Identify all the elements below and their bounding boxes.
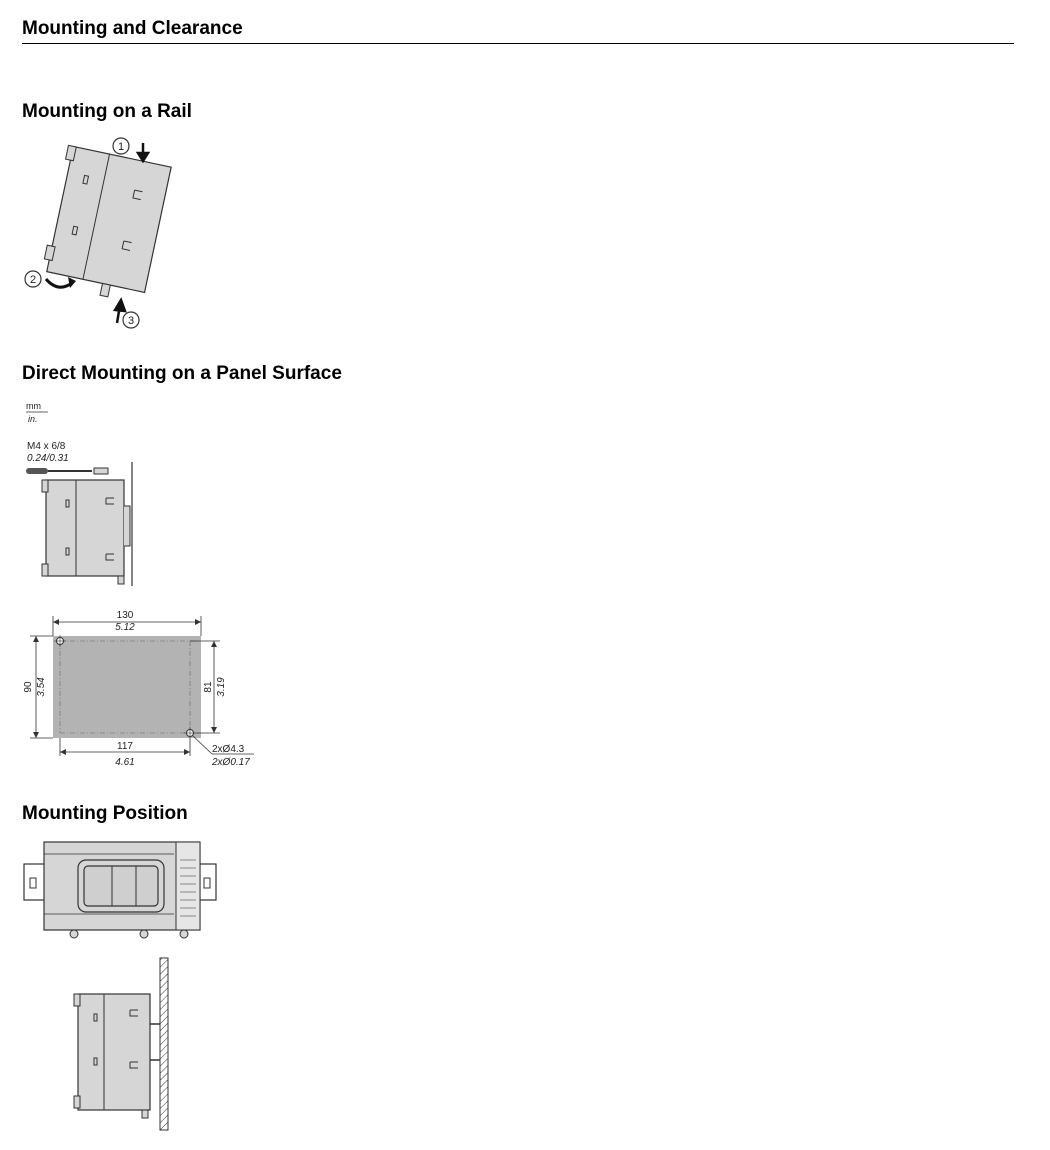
- arrow-rotate-icon: [46, 279, 72, 287]
- units-legend: [24, 398, 64, 428]
- dim-left-height-mm: 90: [23, 681, 34, 693]
- section-heading-rail: Mounting on a Rail: [22, 101, 192, 122]
- svg-text:3: 3: [127, 315, 135, 327]
- dim-holes-in: 2xØ0.17: [212, 757, 250, 768]
- step-1-marker: [113, 138, 129, 154]
- dim-top-width-in: 5.12: [115, 622, 135, 633]
- screw-size-inch-label: 0.24/0.31: [27, 453, 69, 464]
- arrow-down-icon: [138, 143, 148, 161]
- dim-left-height-in: 3.54: [36, 677, 47, 697]
- dim-bottom-width-in: 4.61: [115, 757, 135, 768]
- side-view-wall-illustration: [72, 956, 182, 1134]
- svg-text:2: 2: [29, 274, 37, 286]
- section-heading-panel: Direct Mounting on a Panel Surface: [22, 363, 342, 384]
- dim-bottom-width-mm: 117: [117, 741, 133, 752]
- rail-mounting-illustration: [20, 133, 180, 333]
- dim-right-height-in: 3.19: [216, 677, 227, 697]
- dim-holes-mm: 2xØ4.3: [212, 744, 245, 755]
- dim-top-width-mm: 130: [116, 610, 134, 621]
- page-title: Mounting and Clearance: [22, 18, 243, 39]
- panel-side-view-illustration: [24, 436, 144, 586]
- drilling-template-diagram: [22, 606, 262, 776]
- dim-right-height-mm: 81: [203, 681, 214, 693]
- step-3-marker: [123, 312, 139, 328]
- screwdriver-icon: [26, 468, 108, 474]
- device-body: [39, 145, 171, 304]
- svg-text:1: 1: [117, 141, 125, 153]
- front-view-illustration: [24, 838, 224, 942]
- panel-plate: [53, 636, 201, 738]
- unit-primary: mm: [26, 401, 41, 411]
- title-divider: [22, 43, 1014, 44]
- device-side-body: [78, 994, 150, 1110]
- screw-size-label: M4 x 6/8: [27, 441, 66, 452]
- device-side-view: [42, 480, 130, 584]
- terminal-block: [176, 842, 200, 930]
- section-heading-position: Mounting Position: [22, 803, 188, 824]
- wall-surface: [160, 958, 168, 1130]
- unit-secondary: in.: [28, 414, 38, 424]
- step-2-marker: [25, 271, 41, 287]
